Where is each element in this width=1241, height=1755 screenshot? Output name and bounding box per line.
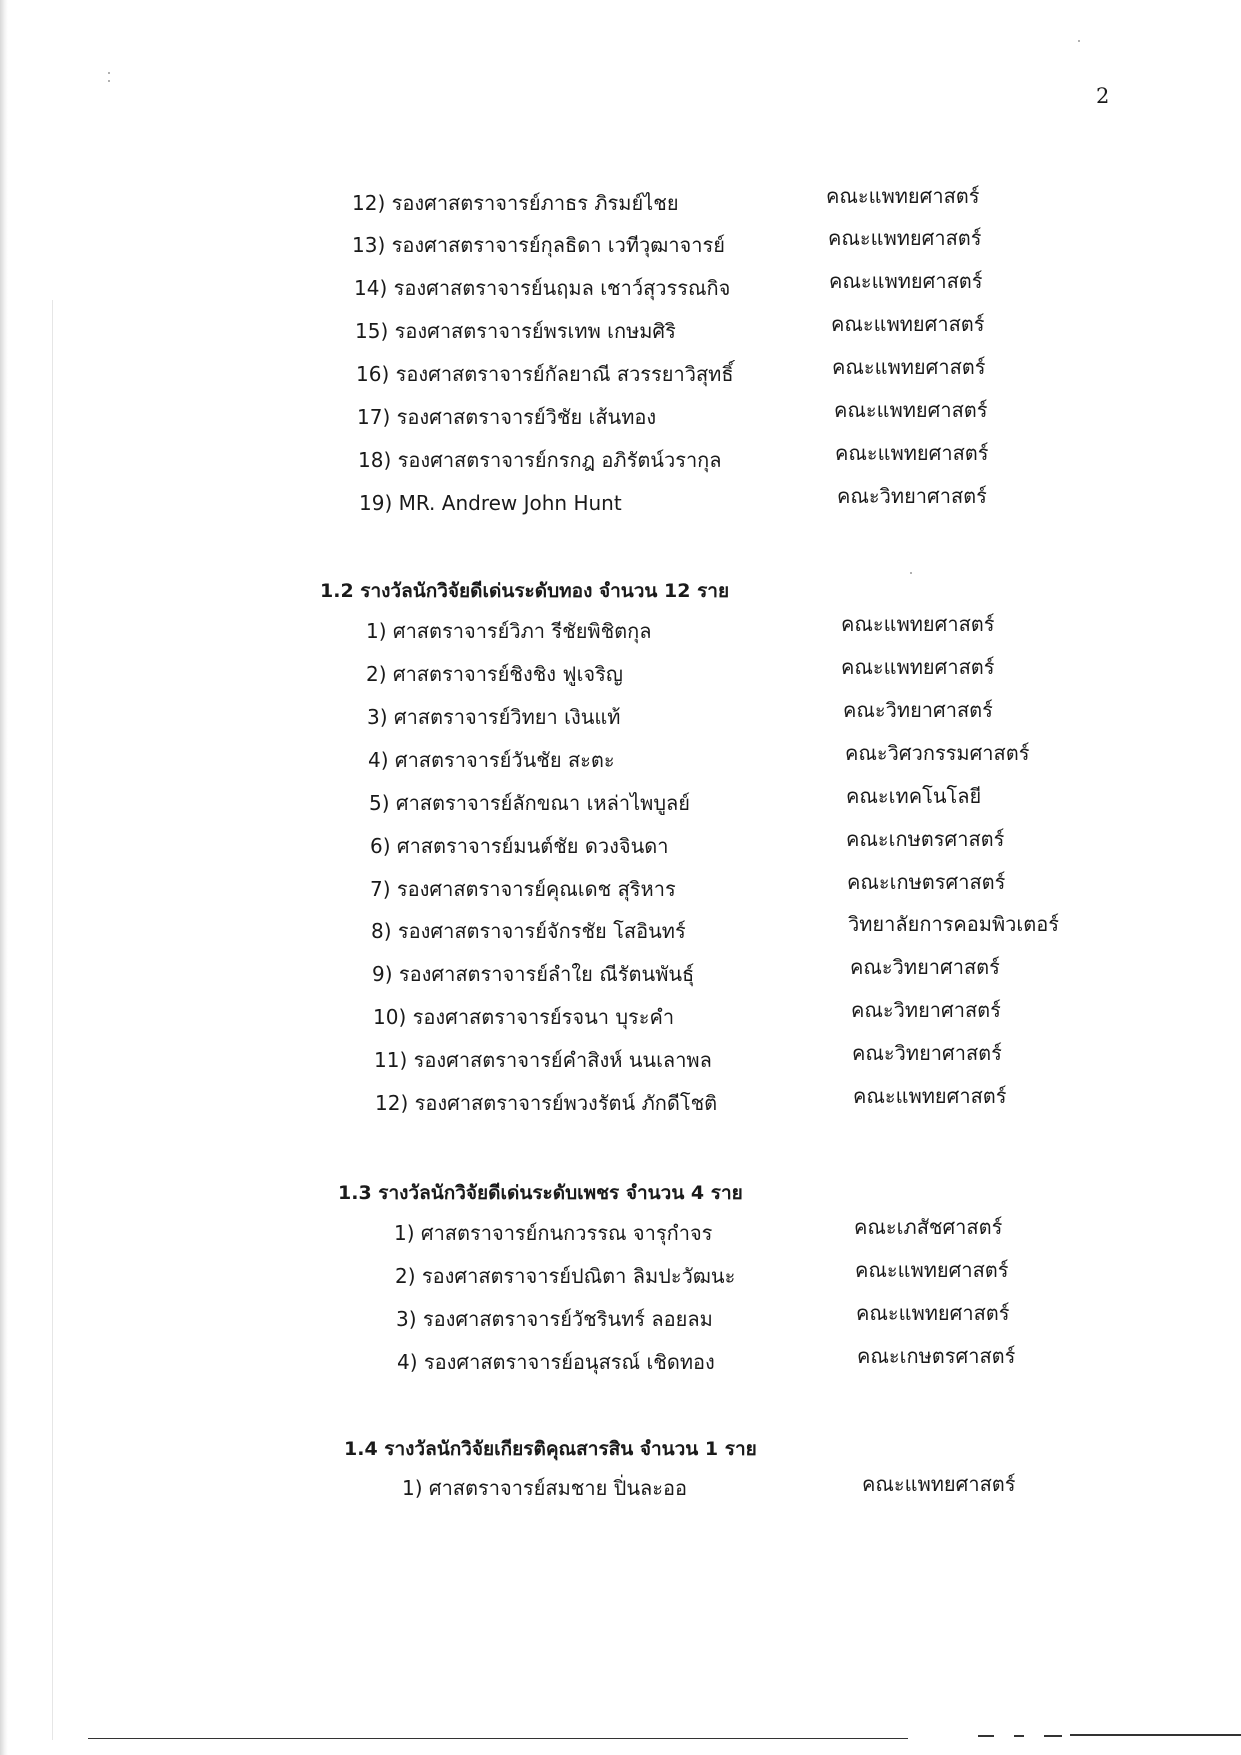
scan-crease-line [52, 300, 53, 1740]
scan-speck [1078, 40, 1080, 42]
faculty-name: คณะวิทยาศาสตร์ [851, 998, 1001, 1022]
scan-speck [108, 80, 110, 82]
recipient-name: 18) รองศาสตราจารย์กรกฎ อภิรัตน์วรากุล [358, 448, 722, 472]
list-item [373, 1000, 1073, 1034]
recipient-name: 3) รองศาสตราจารย์วัชรินทร์ ลอยลม [396, 1307, 713, 1331]
recipient-name: 2) รองศาสตราจารย์ปณิตา ลิมปะวัฒนะ [395, 1264, 736, 1288]
faculty-name: คณะแพทยศาสตร์ [856, 1301, 1010, 1325]
faculty-name: คณะแพทยศาสตร์ [841, 655, 995, 679]
section-heading-1-3: 1.3 รางวัลนักวิจัยดีเด่นระดับเพชร จำนวน 4 ราย [338, 1182, 743, 1204]
faculty-name: คณะแพทยศาสตร์ [826, 184, 980, 208]
faculty-name: คณะวิทยาศาสตร์ [837, 484, 987, 508]
list-item [370, 872, 1070, 906]
footer-rule [88, 1738, 908, 1739]
faculty-name: คณะแพทยศาสตร์ [828, 226, 982, 250]
list-item [372, 957, 1072, 991]
footer-rule-right [1070, 1734, 1241, 1736]
list-item [355, 314, 995, 348]
scan-speck [910, 572, 912, 574]
list-item [396, 1302, 1036, 1336]
faculty-name: คณะแพทยศาสตร์ [855, 1258, 1009, 1282]
list-item [366, 657, 1066, 691]
list-item [371, 914, 1071, 948]
faculty-name: คณะเกษตรศาสตร์ [847, 870, 1006, 894]
list-item [394, 1216, 1034, 1250]
recipient-name: 4) รองศาสตราจารย์อนุสรณ์ เชิดทอง [397, 1350, 715, 1374]
list-item [352, 186, 992, 220]
faculty-name: คณะวิทยาศาสตร์ [852, 1041, 1002, 1065]
faculty-name: คณะเทคโนโลยี [846, 784, 982, 808]
footer-dash [978, 1735, 994, 1737]
section-heading-1-2: 1.2 รางวัลนักวิจัยดีเด่นระดับทอง จำนวน 12 ราย [320, 580, 730, 602]
recipient-name: 1) ศาสตราจารย์กนกวรรณ จารุกำจร [394, 1221, 713, 1245]
list-item [368, 743, 1068, 777]
list-item [366, 614, 1066, 648]
recipient-name: 11) รองศาสตราจารย์คำสิงห์ นนเลาพล [374, 1048, 712, 1072]
list-item [359, 486, 999, 520]
recipient-name: 12) รองศาสตราจารย์พวงรัตน์ ภักดีโชติ [375, 1091, 718, 1115]
faculty-name: คณะแพทยศาสตร์ [862, 1472, 1016, 1496]
faculty-name: คณะแพทยศาสตร์ [853, 1084, 1007, 1108]
faculty-name: คณะเภสัชศาสตร์ [854, 1215, 1003, 1239]
faculty-name: คณะแพทยศาสตร์ [835, 441, 989, 465]
recipient-name: 14) รองศาสตราจารย์นฤมล เชาว์สุวรรณกิจ [354, 276, 731, 300]
list-item [358, 443, 998, 477]
recipient-name: 13) รองศาสตราจารย์กุลธิดา เวทีวุฒาจารย์ [352, 233, 725, 257]
faculty-name: คณะเกษตรศาสตร์ [857, 1344, 1016, 1368]
faculty-name: วิทยาลัยการคอมพิวเตอร์ [848, 912, 1059, 936]
recipient-name: 17) รองศาสตราจารย์วิชัย เส้นทอง [357, 405, 657, 429]
footer-dash [1044, 1735, 1062, 1737]
list-item [370, 829, 1070, 863]
list-item [354, 271, 994, 305]
list-item [369, 786, 1069, 820]
recipient-name: 19) MR. Andrew John Hunt [359, 491, 622, 515]
section-heading-1-4: 1.4 รางวัลนักวิจัยเกียรติคุณสารสิน จำนวน 1 ราย [344, 1438, 757, 1460]
faculty-name: คณะวิศวกรรมศาสตร์ [845, 741, 1030, 765]
faculty-name: คณะแพทยศาสตร์ [841, 612, 995, 636]
faculty-name: คณะวิทยาศาสตร์ [843, 698, 993, 722]
recipient-name: 1) ศาสตราจารย์สมชาย ปิ่นละออ [402, 1476, 688, 1500]
page-number: 2 [1096, 84, 1110, 108]
recipient-name: 10) รองศาสตราจารย์รจนา บุระคำ [373, 1005, 675, 1029]
list-item [375, 1086, 1075, 1120]
scan-edge-shadow [0, 0, 8, 1755]
list-item [374, 1043, 1074, 1077]
footer-dash [1014, 1735, 1024, 1737]
list-item [367, 700, 1067, 734]
recipient-name: 3) ศาสตราจารย์วิทยา เงินแท้ [367, 705, 621, 729]
list-item [402, 1471, 1042, 1505]
recipient-name: 8) รองศาสตราจารย์จักรชัย โสอินทร์ [371, 919, 686, 943]
faculty-name: คณะแพทยศาสตร์ [834, 398, 988, 422]
recipient-name: 1) ศาสตราจารย์วิภา รีชัยพิชิตกุล [366, 619, 652, 643]
scan-speck [108, 72, 110, 74]
recipient-name: 15) รองศาสตราจารย์พรเทพ เกษมศิริ [355, 319, 676, 343]
faculty-name: คณะแพทยศาสตร์ [832, 355, 986, 379]
recipient-name: 12) รองศาสตราจารย์ภาธร ภิรมย์ไชย [352, 191, 679, 215]
list-item [357, 400, 997, 434]
list-item [397, 1345, 1037, 1379]
recipient-name: 5) ศาสตราจารย์ลักขณา เหล่าไพบูลย์ [369, 791, 690, 815]
faculty-name: คณะวิทยาศาสตร์ [850, 955, 1000, 979]
list-item [352, 228, 992, 262]
list-item [395, 1259, 1035, 1293]
recipient-name: 16) รองศาสตราจารย์กัลยาณี สวรรยาวิสุทธิ์ [356, 362, 734, 386]
recipient-name: 9) รองศาสตราจารย์ลำใย ณีรัตนพันธุ์ [372, 962, 695, 986]
recipient-name: 6) ศาสตราจารย์มนต์ชัย ดวงจินดา [370, 834, 669, 858]
recipient-name: 4) ศาสตราจารย์วันชัย สะตะ [368, 748, 615, 772]
faculty-name: คณะแพทยศาสตร์ [829, 269, 983, 293]
faculty-name: คณะเกษตรศาสตร์ [846, 827, 1005, 851]
faculty-name: คณะแพทยศาสตร์ [831, 312, 985, 336]
recipient-name: 2) ศาสตราจารย์ชิงชิง ฟูเจริญ [366, 662, 623, 686]
list-item [356, 357, 996, 391]
recipient-name: 7) รองศาสตราจารย์คุณเดช สุริหาร [370, 877, 676, 901]
